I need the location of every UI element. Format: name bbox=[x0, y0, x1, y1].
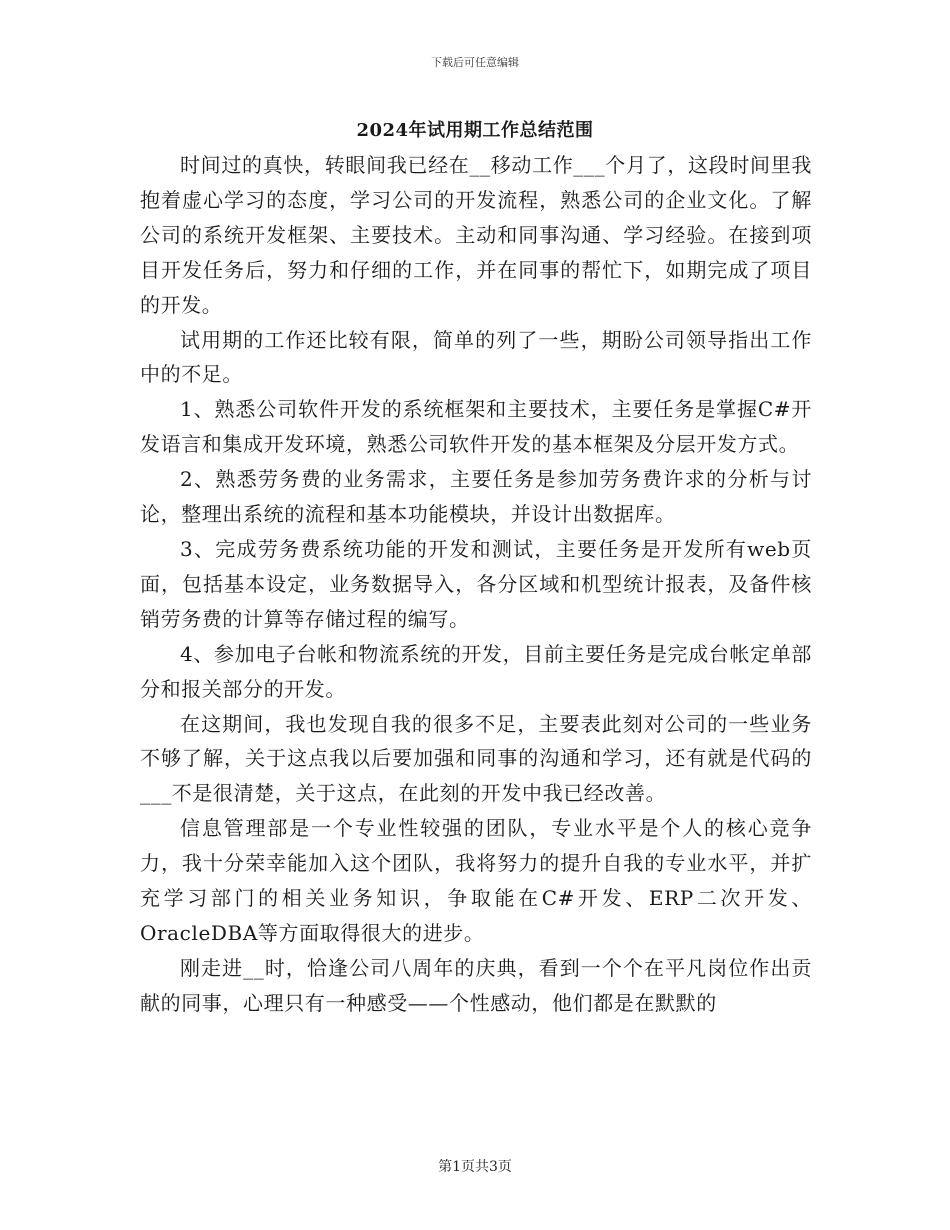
paragraph: 3、完成劳务费系统功能的开发和测试，主要任务是开发所有web页面，包括基本设定，业务数据导入，各分区域和机型统计报表，及备件核销劳务费的计算等存储过程的编写。 bbox=[140, 536, 812, 631]
paragraph: 时间过的真快，转眼间我已经在__移动工作___个月了，这段时间里我抱着虚心学习的态度，学习公司的开发流程，熟悉公司的企业文化。了解公司的系统开发框架、主要技术。主动和同事沟通、学习经验。在接到项目开发任务后，努力和仔细的工作，并在同事的帮忙下，如期完成了项目的开发。 bbox=[140, 153, 812, 317]
paragraph: 信息管理部是一个专业性较强的团队，专业水平是个人的核心竞争力，我十分荣幸能加入这个团队，我将努力的提升自我的专业水平，并扩充学习部门的相关业务知识，争取能在C#开发、ERP二次开发、OracleDBA等方面取得很大的进步。 bbox=[140, 816, 812, 945]
paragraph: 2、熟悉劳务费的业务需求，主要任务是参加劳务费许求的分析与讨论，整理出系统的流程和基本功能模块，并设计出数据库。 bbox=[140, 467, 812, 527]
page-number-footer: 第1页共3页 bbox=[438, 1159, 512, 1175]
paragraph: 4、参加电子台帐和物流系统的开发，目前主要任务是完成台帐定单部分和报关部分的开发。 bbox=[140, 641, 812, 701]
paragraph: 试用期的工作还比较有限，简单的列了一些，期盼公司领导指出工作中的不足。 bbox=[140, 327, 812, 387]
paragraph: 1、熟悉公司软件开发的系统框架和主要技术，主要任务是掌握C#开发语言和集成开发环境，熟悉公司软件开发的基本框架及分层开发方式。 bbox=[140, 397, 812, 457]
paragraph: 刚走进__时，恰逢公司八周年的庆典，看到一个个在平凡岗位作出贡献的同事，心理只有一种感受——个性感动，他们都是在默默的 bbox=[140, 955, 812, 1015]
document-body bbox=[140, 148, 812, 1021]
paragraph: 在这期间，我也发现自我的很多不足，主要表此刻对公司的一些业务不够了解，关于这点我以后要加强和同事的沟通和学习，还有就是代码的___不是很清楚，关于这点，在此刻的开发中我已经改善。 bbox=[140, 711, 812, 806]
page-header-note: 下载后可任意编辑 bbox=[431, 56, 519, 69]
document-title: 2024年试用期工作总结范围 bbox=[356, 120, 594, 141]
